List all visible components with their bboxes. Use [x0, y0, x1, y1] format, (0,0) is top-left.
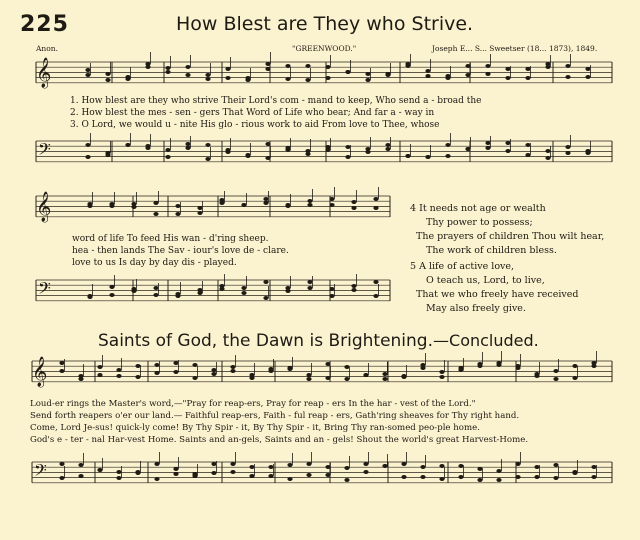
note-head: [572, 364, 577, 368]
note-head: [109, 285, 114, 289]
verse-line-5: hea - then lands The Sav - iour's love de - clare.: [72, 246, 289, 256]
note-head: [175, 212, 180, 216]
note-head: [363, 462, 368, 466]
note-head: [344, 365, 349, 369]
note-head: [572, 376, 577, 380]
note-head: [485, 141, 490, 145]
note-head: [97, 365, 102, 369]
note-head: [485, 72, 490, 76]
note-head: [59, 369, 64, 373]
note-head: [505, 76, 510, 80]
note-head: [405, 154, 410, 158]
note-head: [382, 377, 387, 381]
note-head: [116, 374, 121, 378]
note-head: [219, 287, 224, 291]
note-head: [325, 65, 330, 69]
note-head: [365, 150, 370, 154]
note-head: [241, 203, 246, 207]
note-head: [325, 76, 330, 80]
note-head: [97, 373, 102, 377]
note-head: [85, 155, 90, 159]
bass-clef: 𝄢: [38, 139, 51, 163]
note-head: [268, 367, 273, 371]
note-head: [205, 157, 210, 161]
note-head: [565, 151, 570, 155]
refrain-line-1: Loud-er rings the Master's word,—"Pray for reap-ers, Pray for reap - ers In the har - vest of the Lord.": [30, 399, 476, 409]
note-head: [485, 64, 490, 68]
note-head: [345, 70, 350, 74]
note-head: [265, 62, 270, 66]
note-head: [165, 70, 170, 74]
note-head: [420, 366, 425, 370]
note-head: [465, 147, 470, 151]
note-head: [458, 464, 463, 468]
note-head: [305, 152, 310, 156]
note-head: [105, 72, 110, 76]
note-head: [175, 204, 180, 208]
note-head: [439, 477, 444, 481]
note-head: [153, 293, 158, 297]
note-head: [534, 475, 539, 479]
note-head: [525, 67, 530, 71]
note-head: [306, 373, 311, 377]
note-head: [565, 64, 570, 68]
note-head: [211, 471, 216, 475]
note-head: [154, 477, 159, 481]
note-head: [225, 67, 230, 71]
verse-line-1: 1. How blest are they who strive Their Lord's com - mand to keep, Who send a - broad the: [70, 96, 482, 106]
note-head: [385, 143, 390, 147]
note-head: [263, 201, 268, 205]
note-head: [245, 154, 250, 158]
note-head: [173, 472, 178, 476]
treble-clef: 𝄞: [36, 192, 52, 222]
note-head: [365, 72, 370, 76]
note-head: [385, 147, 390, 151]
note-head: [425, 69, 430, 73]
note-head: [131, 205, 136, 209]
verse-line-3: 3. O Lord, we would u - nite His glo - rious work to aid From love to Thee, whose: [70, 120, 440, 130]
note-head: [154, 371, 159, 375]
verse-line-2: 2. How blest the mes - sen - gers That Word of Life who bear; And far a - way in: [70, 108, 435, 118]
stanza-5: 5 A life of active love, O teach us, Lord, to live, That we who freely have received May also freely give.: [410, 261, 579, 314]
hymn-number: 225: [20, 12, 69, 37]
note-head: [525, 76, 530, 80]
note-head: [325, 473, 330, 477]
note-head: [192, 472, 197, 476]
note-head: [545, 156, 550, 160]
note-head: [131, 287, 136, 291]
composer-credit: Joseph E... S... Sweetser (18... 1873), 1849.: [432, 44, 598, 53]
note-head: [439, 370, 444, 374]
verse-line-4: word of life To feed His wan - d'ring sheep.: [72, 234, 269, 244]
note-head: [145, 65, 150, 69]
note-head: [306, 377, 311, 381]
note-head: [173, 370, 178, 374]
note-head: [465, 73, 470, 77]
note-head: [420, 475, 425, 479]
note-head: [268, 474, 273, 478]
note-head: [373, 197, 378, 201]
note-head: [373, 294, 378, 298]
note-head: [458, 475, 463, 479]
note-head: [109, 293, 114, 297]
note-head: [344, 466, 349, 470]
note-head: [78, 463, 83, 467]
note-head: [445, 143, 450, 147]
note-head: [425, 155, 430, 159]
note-head: [185, 146, 190, 150]
note-head: [285, 77, 290, 81]
note-head: [153, 201, 158, 205]
note-head: [59, 462, 64, 466]
note-head: [458, 366, 463, 370]
author-credit: Anon.: [36, 44, 58, 53]
note-head: [211, 372, 216, 376]
note-head: [211, 462, 216, 466]
note-head: [477, 364, 482, 368]
note-head: [373, 206, 378, 210]
refrain-line-4: God's e - ter - nal Har-vest Home. Saints and an-gels, Saints and an - gels! Shout the world's great Harvest-Home.: [30, 435, 529, 445]
note-head: [553, 369, 558, 373]
note-head: [565, 145, 570, 149]
note-head: [135, 364, 140, 368]
note-head: [545, 149, 550, 153]
note-head: [59, 361, 64, 365]
note-head: [439, 375, 444, 379]
note-head: [249, 376, 254, 380]
note-head: [401, 475, 406, 479]
note-head: [553, 463, 558, 467]
note-head: [265, 142, 270, 146]
verse-line-6: love to us Is day by day dis - played.: [72, 258, 237, 268]
note-head: [175, 294, 180, 298]
note-head: [287, 477, 292, 481]
note-head: [553, 377, 558, 381]
note-head: [85, 143, 90, 147]
note-head: [591, 475, 596, 479]
note-head: [572, 471, 577, 475]
note-head: [287, 463, 292, 467]
note-head: [329, 294, 334, 298]
note-head: [285, 203, 290, 207]
note-head: [116, 368, 121, 372]
note-head: [329, 203, 334, 207]
note-head: [306, 462, 311, 466]
note-head: [307, 199, 312, 203]
note-head: [135, 470, 140, 474]
note-head: [245, 76, 250, 80]
note-head: [553, 476, 558, 480]
note-head: [145, 146, 150, 150]
note-head: [405, 62, 410, 66]
note-head: [287, 366, 292, 370]
note-head: [425, 74, 430, 78]
note-head: [173, 467, 178, 471]
note-head: [325, 465, 330, 469]
note-head: [591, 465, 596, 469]
note-head: [345, 145, 350, 149]
note-head: [85, 73, 90, 77]
note-head: [230, 470, 235, 474]
note-head: [305, 78, 310, 82]
tune-name: "GREENWOOD.": [292, 44, 357, 53]
note-head: [325, 145, 330, 149]
note-head: [185, 142, 190, 146]
note-head: [285, 64, 290, 68]
note-head: [344, 377, 349, 381]
note-head: [515, 366, 520, 370]
note-head: [197, 288, 202, 292]
note-head: [59, 476, 64, 480]
note-head: [173, 361, 178, 365]
bass-clef: 𝄢: [38, 278, 51, 302]
note-head: [545, 62, 550, 66]
note-head: [515, 462, 520, 466]
note-head: [351, 288, 356, 292]
note-head: [135, 375, 140, 379]
note-head: [225, 150, 230, 154]
note-head: [439, 464, 444, 468]
note-head: [505, 149, 510, 153]
treble-clef: 𝄞: [36, 58, 52, 88]
note-head: [345, 155, 350, 159]
note-head: [154, 363, 159, 367]
note-head: [153, 286, 158, 290]
section-title: Saints of God, the Dawn is Brightening.—Concluded.: [98, 331, 539, 351]
note-head: [305, 64, 310, 68]
treble-clef: 𝄞: [32, 357, 48, 387]
note-head: [363, 373, 368, 377]
note-head: [525, 153, 530, 157]
note-head: [78, 474, 83, 478]
note-head: [363, 470, 368, 474]
note-head: [192, 376, 197, 380]
note-head: [477, 478, 482, 482]
note-head: [185, 65, 190, 69]
note-head: [268, 465, 273, 469]
note-head: [230, 365, 235, 369]
note-head: [401, 374, 406, 378]
note-head: [585, 75, 590, 79]
note-head: [165, 148, 170, 152]
note-head: [265, 67, 270, 71]
note-head: [219, 198, 224, 202]
note-head: [263, 280, 268, 284]
note-head: [125, 143, 130, 147]
note-head: [351, 206, 356, 210]
note-head: [591, 364, 596, 368]
note-head: [249, 474, 254, 478]
note-head: [105, 78, 110, 82]
note-head: [230, 369, 235, 373]
note-head: [307, 286, 312, 290]
note-head: [329, 287, 334, 291]
refrain-line-2: Send forth reapers o'er our land.— Faithful reap-ers, Faith - ful reap - ers, Gath'ring sheaves for Thy right hand.: [30, 411, 520, 421]
note-head: [197, 211, 202, 215]
note-head: [382, 464, 387, 468]
note-head: [325, 376, 330, 380]
note-head: [263, 197, 268, 201]
stanza-4: 4 It needs not age or wealth Thy power to possess; The prayers of children Thou wilt hear, The work of children bless.: [410, 203, 605, 256]
note-head: [109, 204, 114, 208]
hymn-title: How Blest are They who Strive.: [176, 13, 474, 35]
note-head: [307, 280, 312, 284]
note-head: [565, 75, 570, 79]
note-head: [285, 146, 290, 150]
note-head: [496, 363, 501, 367]
note-head: [525, 143, 530, 147]
note-head: [325, 362, 330, 366]
note-head: [534, 374, 539, 378]
note-head: [197, 206, 202, 210]
note-head: [585, 67, 590, 71]
note-head: [192, 363, 197, 367]
note-head: [534, 465, 539, 469]
note-head: [153, 212, 158, 216]
note-head: [496, 469, 501, 473]
note-head: [505, 141, 510, 145]
note-head: [265, 156, 270, 160]
note-head: [496, 478, 501, 482]
note-head: [385, 72, 390, 76]
note-head: [485, 146, 490, 150]
note-head: [125, 75, 130, 79]
note-head: [154, 462, 159, 466]
note-head: [515, 475, 520, 479]
note-head: [205, 73, 210, 77]
note-head: [285, 289, 290, 293]
note-head: [344, 478, 349, 482]
note-head: [116, 470, 121, 474]
note-head: [205, 143, 210, 147]
note-head: [382, 372, 387, 376]
note-head: [105, 153, 110, 157]
bass-clef: 𝄢: [34, 460, 47, 484]
note-head: [306, 473, 311, 477]
note-head: [477, 467, 482, 471]
note-head: [185, 73, 190, 77]
note-head: [241, 291, 246, 295]
note-head: [420, 465, 425, 469]
note-head: [249, 465, 254, 469]
note-head: [351, 284, 356, 288]
note-head: [307, 203, 312, 207]
note-head: [329, 197, 334, 201]
note-head: [241, 286, 246, 290]
note-head: [505, 67, 510, 71]
note-head: [445, 74, 450, 78]
note-head: [373, 280, 378, 284]
note-head: [225, 76, 230, 80]
refrain-line-3: Come, Lord Je-sus! quick-ly come! By Thy Spir - it, By Thy Spir - it, Bring Thy ran-somed peo-ple home.: [30, 423, 480, 433]
note-head: [87, 204, 92, 208]
note-head: [445, 154, 450, 158]
note-head: [365, 78, 370, 82]
note-head: [165, 155, 170, 159]
note-head: [211, 368, 216, 372]
note-head: [465, 64, 470, 68]
note-head: [263, 296, 268, 300]
note-head: [165, 66, 170, 70]
note-head: [116, 476, 121, 480]
note-head: [97, 468, 102, 472]
note-head: [85, 68, 90, 72]
note-head: [78, 377, 83, 381]
note-head: [351, 200, 356, 204]
note-head: [585, 149, 590, 153]
note-head: [401, 462, 406, 466]
note-head: [205, 77, 210, 81]
note-head: [230, 462, 235, 466]
note-head: [87, 295, 92, 299]
